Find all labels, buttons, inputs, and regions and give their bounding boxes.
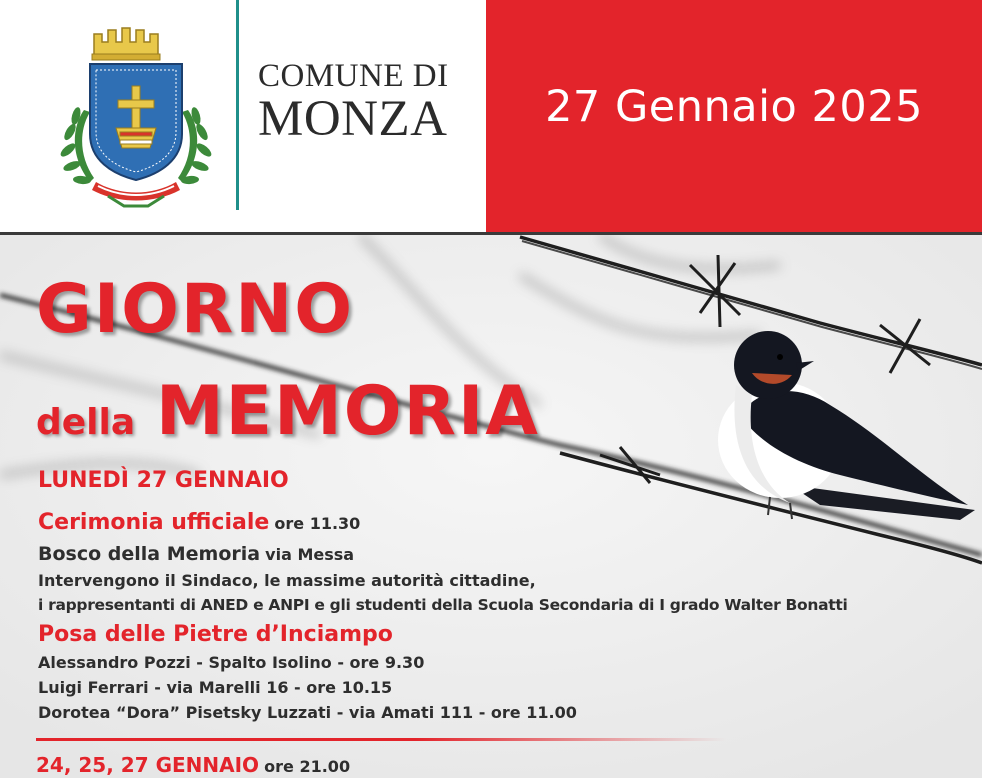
ceremony-time: ore 11.30	[274, 514, 361, 533]
ceremony-street: via Messa	[265, 545, 355, 564]
header-left	[0, 0, 486, 232]
comune-line1: COMUNE DI	[258, 58, 449, 94]
title-della: della	[36, 402, 136, 443]
stone-item: Luigi Ferrari - via Marelli 16 - ore 10.15	[38, 678, 393, 697]
stones-title: Posa delle Pietre d’Inciampo	[38, 622, 393, 647]
title-giorno: GIORNO	[36, 270, 354, 349]
ceremony-heading	[38, 510, 360, 535]
event-day: LUNEDÌ 27 GENNAIO	[38, 468, 289, 493]
stone-item: Alessandro Pozzi - Spalto Isolino - ore 9.30	[38, 653, 425, 672]
crown-icon	[92, 28, 160, 60]
event-date: 27 Gennaio 2025	[545, 82, 923, 132]
ceremony-desc-line2: i rappresentanti di ANED e ANPI e gli studenti della Scuola Secondaria di I grado Walter Bonatti	[38, 596, 848, 614]
title-memoria: MEMORIA	[156, 372, 540, 451]
municipality-name	[258, 60, 449, 145]
evening-events	[36, 753, 350, 777]
evening-time: ore 21.00	[264, 757, 351, 776]
evening-dates: 24, 25, 27 GENNAIO	[36, 753, 260, 777]
ceremony-location	[38, 543, 354, 565]
teal-divider	[236, 0, 239, 210]
ceremony-desc-line1: Intervengono il Sindaco, le massime autorità cittadine,	[38, 571, 536, 590]
date-banner	[486, 0, 982, 232]
comune-line2: MONZA	[258, 91, 448, 147]
ceremony-place: Bosco della Memoria	[38, 543, 261, 565]
red-divider	[36, 738, 726, 741]
stone-item: Dorotea “Dora” Pisetsky Luzzati - via Amati 111 - ore 11.00	[38, 703, 577, 722]
monza-crest-icon	[50, 20, 222, 212]
ceremony-title: Cerimonia ufficiale	[38, 510, 270, 535]
